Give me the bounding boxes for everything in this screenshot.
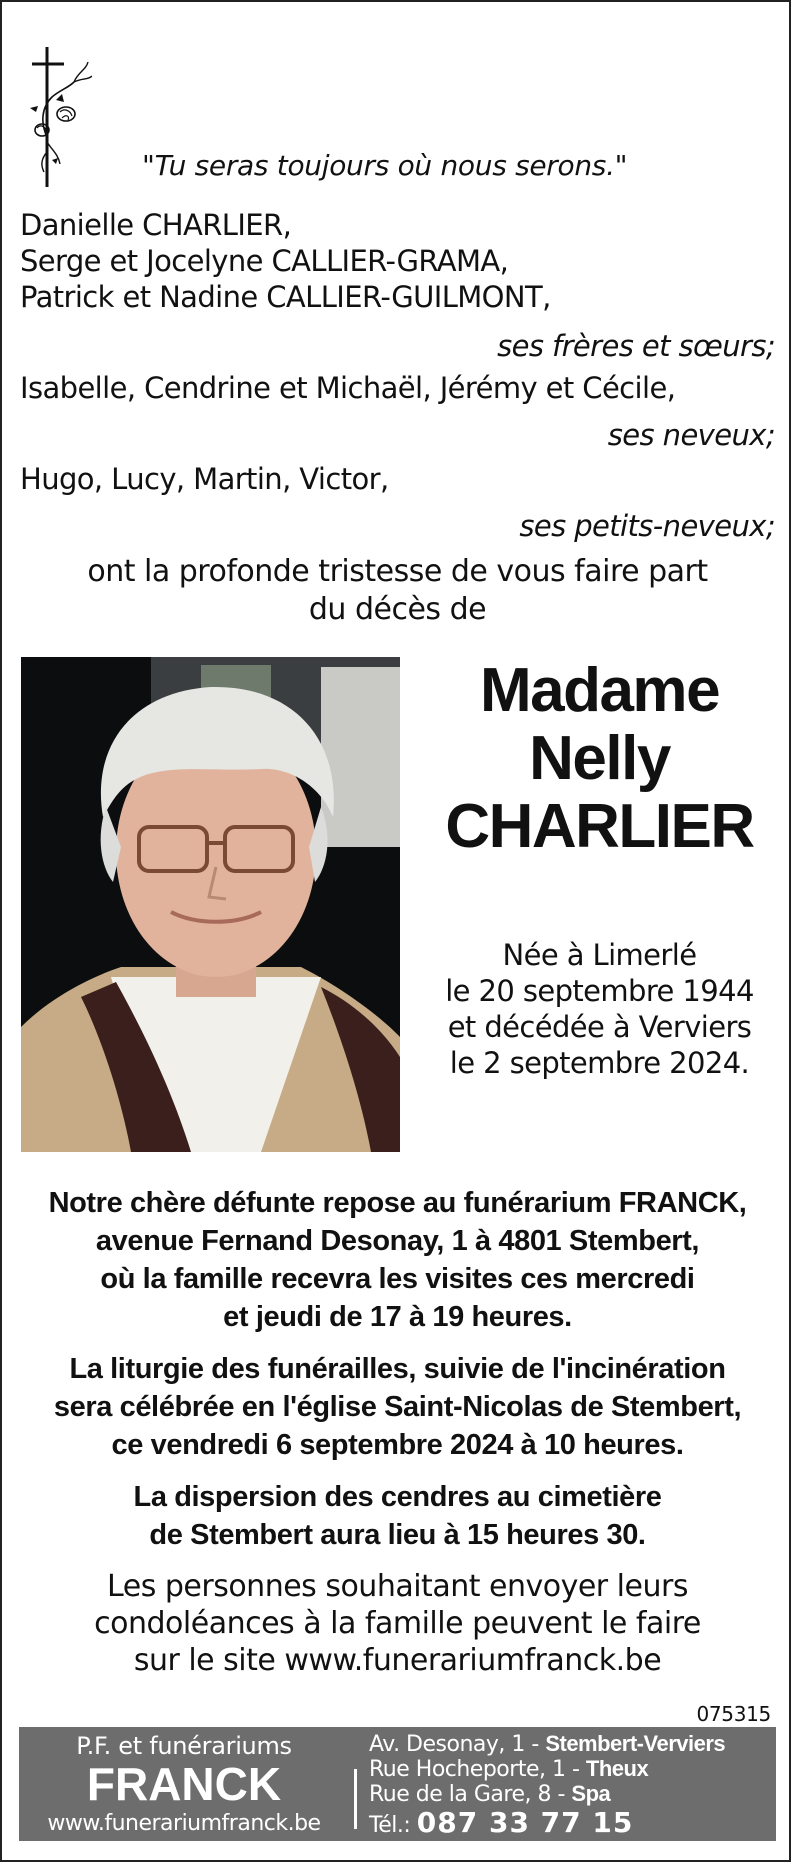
condolences-line: Les personnes souhaitant envoyer leurs [107, 1569, 688, 1604]
liturgy-paragraph [2, 1350, 791, 1464]
repose-line: Notre chère défunte repose au funérarium FRANCK, [48, 1187, 747, 1219]
grandnephews-names: Hugo, Lucy, Martin, Victor, [20, 462, 389, 496]
sibling-name: Patrick et Nadine CALLIER-GUILMONT, [20, 280, 551, 314]
condolences-paragraph [2, 1568, 791, 1679]
sibling-name: Serge et Jocelyne CALLIER-GRAMA, [20, 244, 509, 278]
funeral-home-addresses [369, 1731, 769, 1838]
dispersion-line: La dispersion des cendres au cimetière [133, 1481, 662, 1513]
nephews-relation: ses neveux; [607, 418, 775, 452]
funeral-home-website: www.funerariumfranck.be [47, 1811, 321, 1836]
deceased-first-name: Nelly [529, 724, 670, 793]
address-street: Rue de la Gare, 8 - [369, 1782, 572, 1807]
condolences-line: sur le site www.funerariumfranck.be [133, 1643, 662, 1678]
address-town: Theux [585, 1756, 649, 1781]
address-row [369, 1756, 769, 1781]
birth-place: Née à Limerlé [502, 938, 697, 972]
announcement-line: ont la profonde tristesse de vous faire part [87, 554, 708, 589]
funeral-home-brand [19, 1727, 349, 1841]
death-place: et décédée à Verviers [447, 1010, 752, 1044]
birth-date: le 20 septembre 1944 [445, 974, 754, 1008]
condolences-line: condoléances à la famille peuvent le faire [94, 1606, 701, 1641]
cross-with-roses-icon [22, 42, 92, 192]
address-row [369, 1731, 769, 1756]
dispersion-paragraph [2, 1478, 791, 1554]
liturgy-line: ce vendredi 6 septembre 2024 à 10 heures. [111, 1429, 684, 1461]
nephews-names: Isabelle, Cendrine et Michaël, Jérémy et Cécile, [20, 371, 676, 405]
phone-row [369, 1806, 769, 1838]
deceased-name-block [422, 657, 777, 861]
funeral-home-tagline: P.F. et funérariums [76, 1732, 292, 1760]
phone-number: 087 33 77 15 [416, 1806, 634, 1839]
announcement-line: du décès de [308, 592, 487, 627]
footer-divider [354, 1769, 357, 1829]
deceased-dates [422, 937, 777, 1081]
address-town: Stembert-Verviers [545, 1731, 726, 1756]
funeral-home-name: FRANCK [86, 1758, 282, 1810]
address-street: Av. Desonay, 1 - [369, 1732, 546, 1757]
reference-number: 075315 [696, 1702, 771, 1726]
sibling-name: Danielle CHARLIER, [20, 208, 292, 242]
liturgy-line: La liturgie des funérailles, suivie de l'incinération [69, 1353, 726, 1385]
liturgy-line: sera célébrée en l'église Saint-Nicolas de Stembert, [53, 1391, 742, 1423]
repose-paragraph [2, 1184, 791, 1336]
address-row [369, 1781, 769, 1806]
repose-line: avenue Fernand Desonay, 1 à 4801 Stembert, [95, 1225, 700, 1257]
grandnephews-relation: ses petits-neveux; [519, 509, 775, 543]
repose-line: où la famille recevra les visites ces mercredi [100, 1263, 695, 1295]
deceased-portrait [21, 657, 400, 1152]
memorial-quote: "Tu seras toujours où nous serons." [142, 149, 628, 182]
deceased-title: Madame [479, 656, 720, 725]
siblings-relation: ses frères et sœurs; [497, 329, 775, 363]
deceased-last-name: CHARLIER [445, 792, 754, 861]
address-town: Spa [571, 1781, 611, 1806]
repose-line: et jeudi de 17 à 19 heures. [223, 1301, 572, 1333]
death-date: le 2 septembre 2024. [449, 1046, 750, 1080]
funeral-home-banner [19, 1727, 776, 1841]
dispersion-line: de Stembert aura lieu à 15 heures 30. [149, 1519, 646, 1551]
phone-label: Tél.: [369, 1813, 411, 1838]
address-street: Rue Hocheporte, 1 - [369, 1757, 586, 1782]
